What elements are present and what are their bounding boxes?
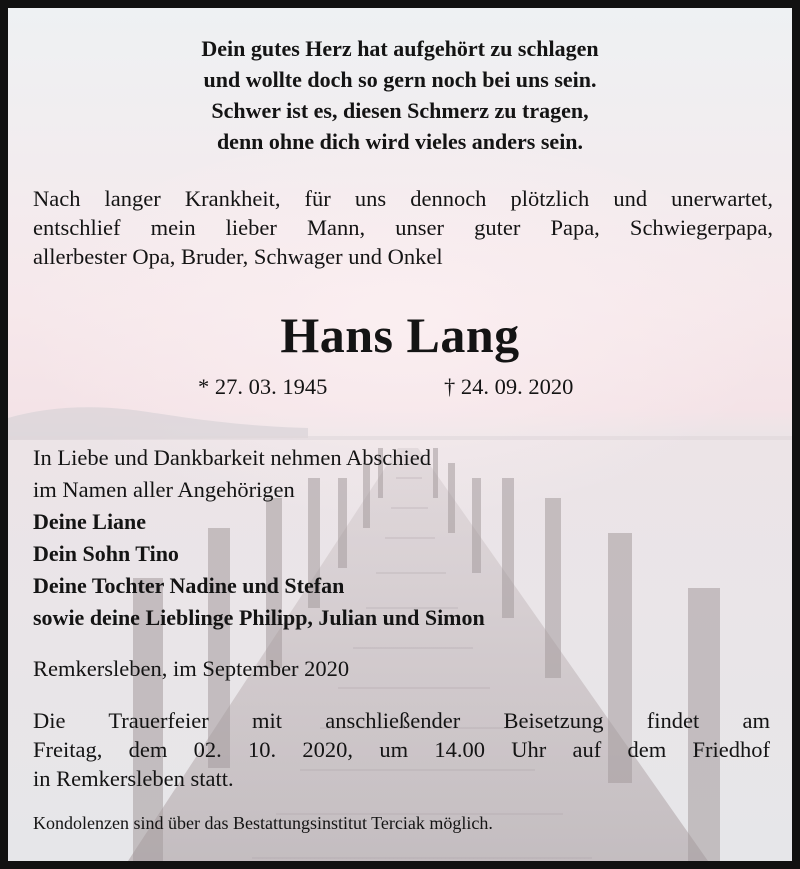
place-and-date: Remkersleben, im September 2020 [33,656,350,681]
deceased-name: Hans Lang [280,307,520,363]
service-line: Die Trauerfeier mit anschließender Beisetzung findet am [33,708,770,733]
mourner-entry: Dein Sohn Tino [33,541,179,566]
mourner-entry: Deine Tochter Nadine und Stefan [33,573,345,598]
memorial-poem [8,33,792,157]
farewell-text [33,442,773,506]
mourner-entry: sowie deine Lieblinge Philipp, Julian und Simon [33,605,485,630]
death-announcement [33,184,773,271]
mourners-list [33,506,773,634]
service-line: Freitag, dem 02. 10. 2020, um 14.00 Uhr auf dem Friedhof [33,737,770,762]
birth-date: * 27. 03. 1945 [198,374,328,399]
announcement-line: entschlief mein lieber Mann, unser guter Papa, Schwiegerpapa, [33,215,773,240]
poem-line: Dein gutes Herz hat aufgehört zu schlagen [201,36,599,61]
farewell-line: im Namen aller Angehörigen [33,477,295,502]
service-line: in Remkersleben statt. [33,766,234,791]
farewell-line: In Liebe und Dankbarkeit nehmen Abschied [33,445,432,470]
mourner-entry: Deine Liane [33,509,147,534]
obituary-text [8,8,792,861]
poem-line: und wollte doch so gern noch bei uns sein. [203,67,597,92]
announcement-line: Nach langer Krankheit, für uns dennoch plötzlich und unerwartet, [33,186,773,211]
death-date: † 24. 09. 2020 [444,374,574,399]
poem-line: denn ohne dich wird vieles anders sein. [216,129,584,154]
announcement-line: allerbester Opa, Bruder, Schwager und Onkel [33,244,443,269]
condolence-note: Kondolenzen sind über das Bestattungsinstitut Terciak möglich. [33,813,493,833]
poem-line: Schwer ist es, diesen Schmerz zu tragen, [211,98,589,123]
funeral-service-info [33,706,770,793]
